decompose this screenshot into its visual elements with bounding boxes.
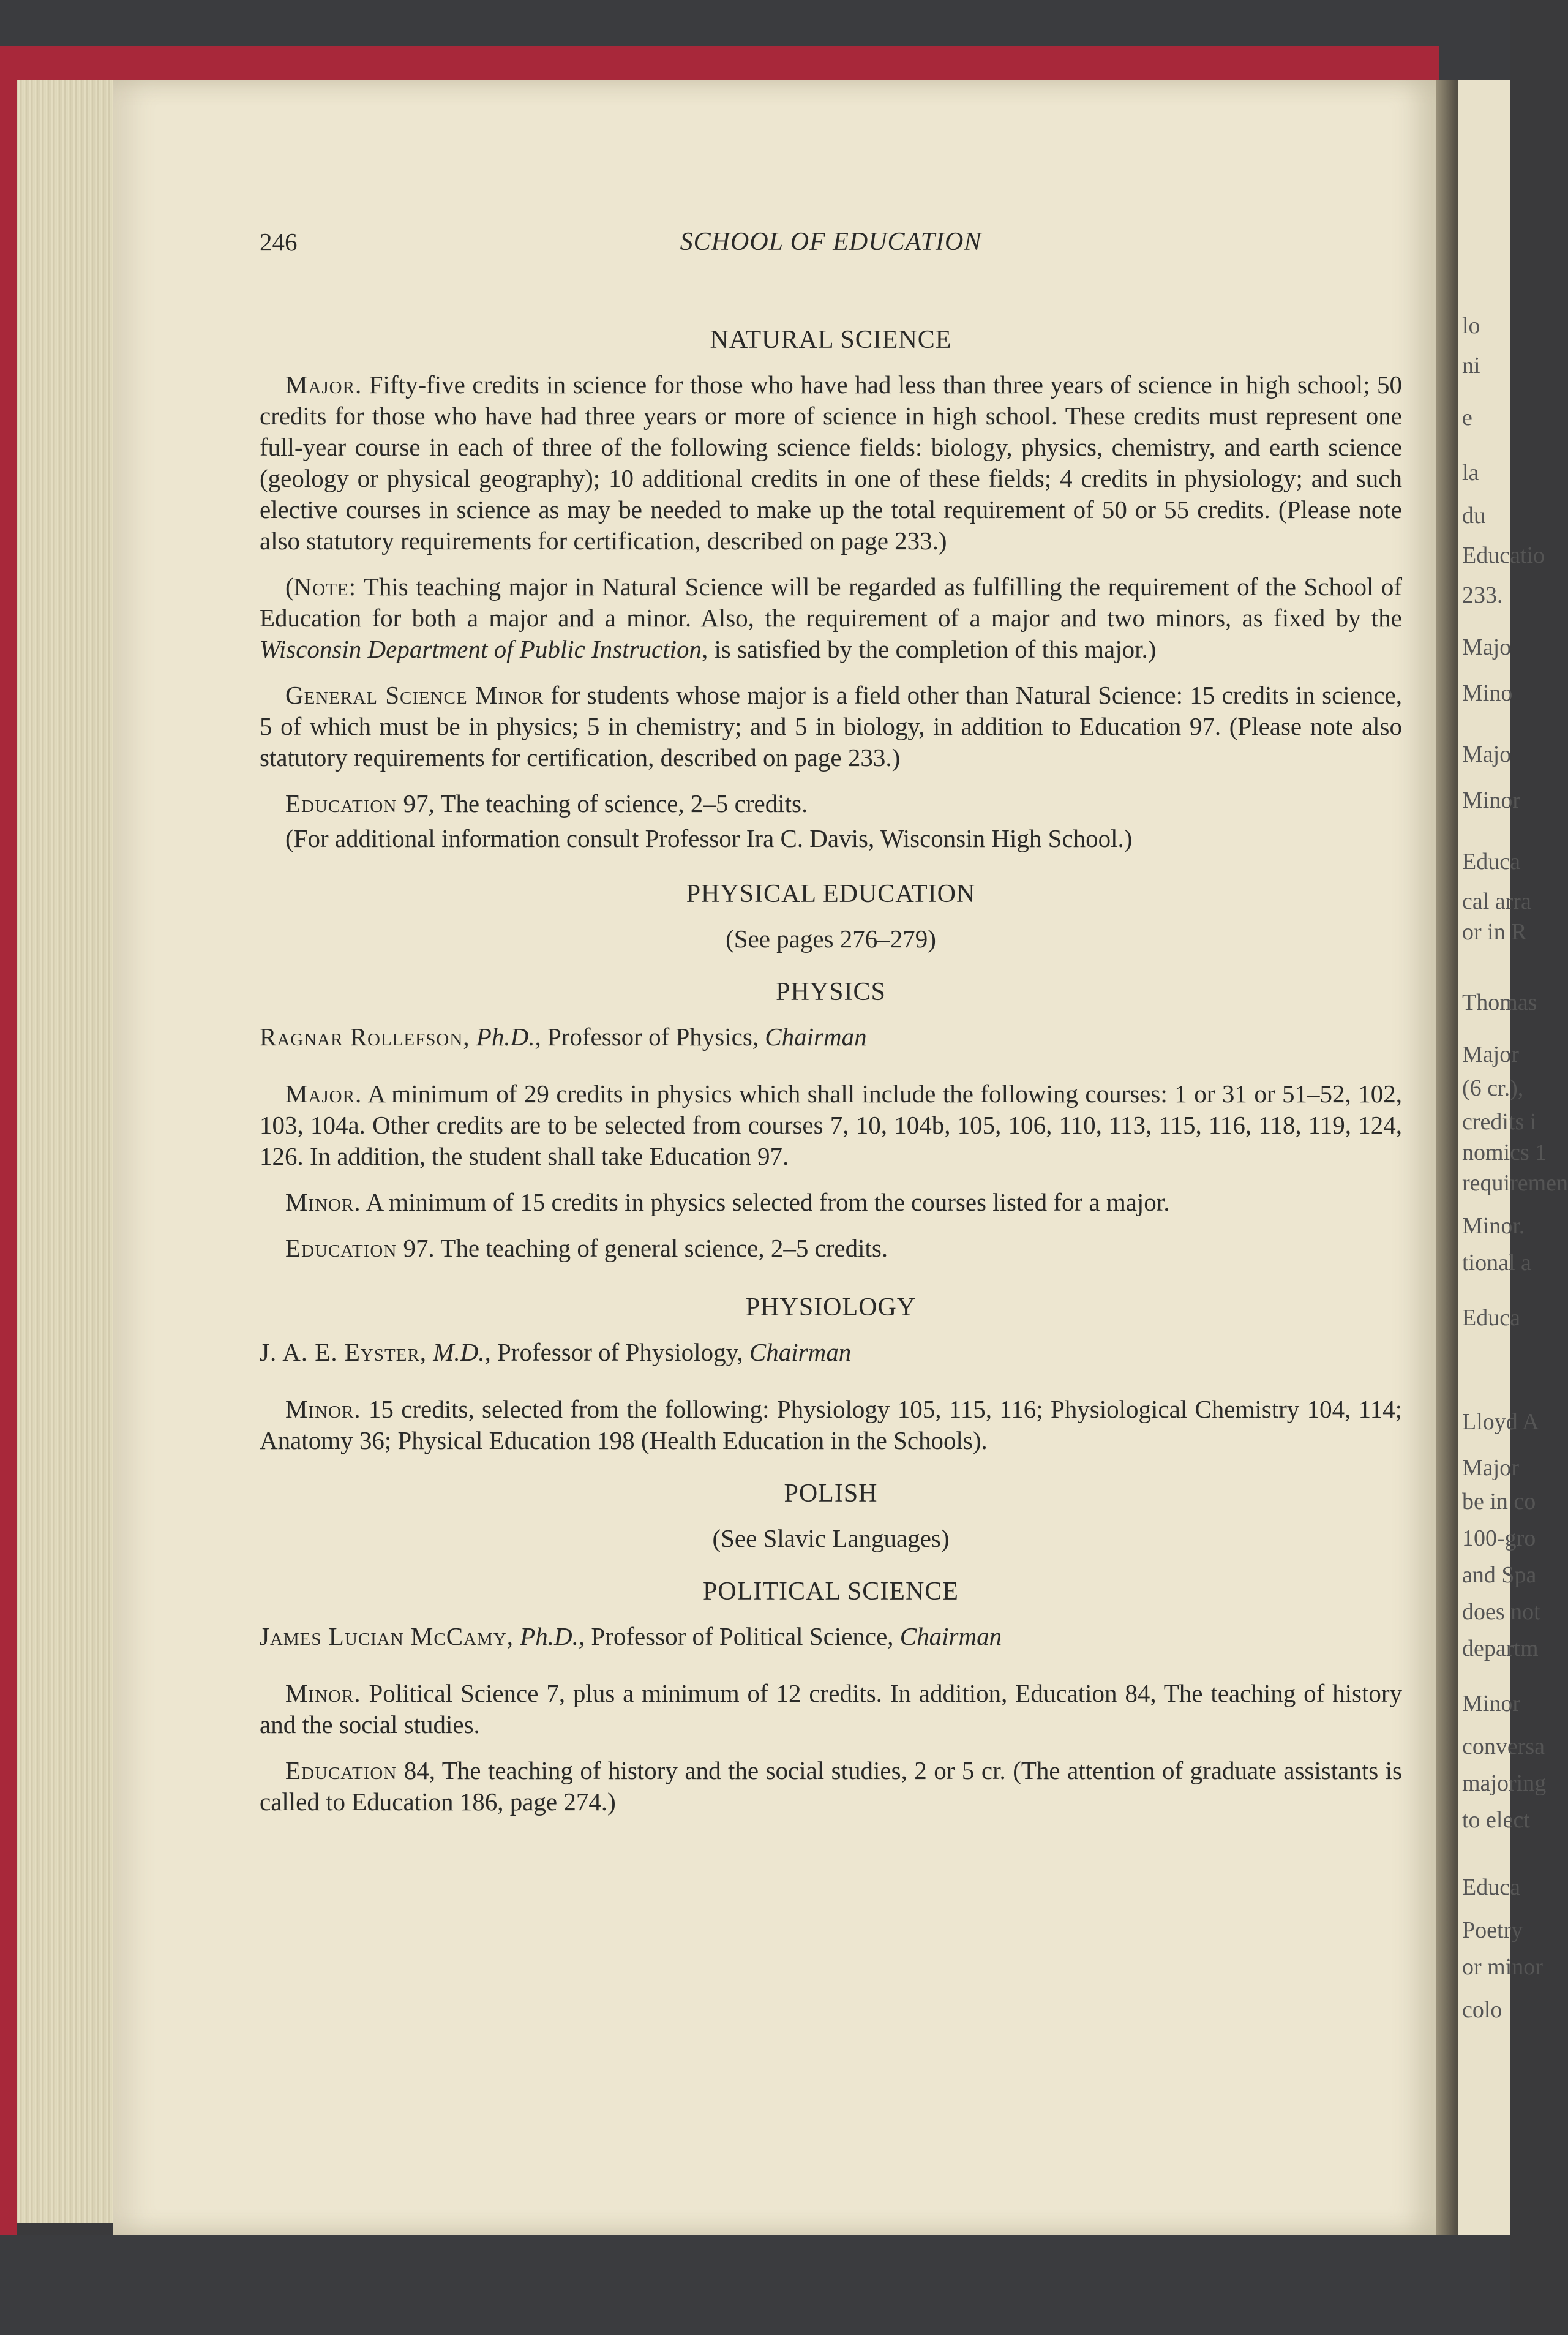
facing-page-text: Majo bbox=[1462, 742, 1512, 767]
minor-label: Minor. bbox=[285, 1679, 361, 1707]
facing-page-text: or in R bbox=[1462, 919, 1527, 945]
gsm-text: for students whose major is a field other than Natural Science: 15 credits in science, 5 of which must be in physics; 5 in chemistry; and 5 in biology, in addition to Education 97. (Please note also statutory requirements for certification, described on page 233.) bbox=[260, 681, 1403, 772]
facing-page-text: e bbox=[1462, 405, 1472, 431]
facing-page-text: Poetry bbox=[1462, 1917, 1523, 1943]
physiology-chairman bbox=[260, 1337, 1402, 1368]
facing-page-text: colo bbox=[1462, 1997, 1502, 2023]
polish-see: (See Slavic Languages) bbox=[712, 1524, 950, 1552]
section-heading-political-science: POLITICAL SCIENCE bbox=[703, 1577, 959, 1606]
note-text-2: is satisfied by the completion of this major.) bbox=[708, 635, 1157, 663]
facing-page-text: la bbox=[1462, 460, 1479, 486]
facing-page-text: Educa bbox=[1462, 1874, 1520, 1900]
facing-page-text: Mino bbox=[1462, 680, 1513, 706]
note-text-1: This teaching major in Natural Science will be regarded as fulfilling the requirement of the School of Education for both a major and a minor. Also, the requirement of a major and two minors, as fixed by the bbox=[260, 573, 1402, 632]
additional-information: (For additional information consult Professor Ira C. Davis, Wisconsin High School.) bbox=[285, 824, 1133, 852]
facing-page-text: be in co bbox=[1462, 1489, 1536, 1514]
education-label: Education bbox=[285, 1234, 397, 1262]
facing-page-text: Minor. bbox=[1462, 1213, 1525, 1239]
facing-page-text: 100-gro bbox=[1462, 1525, 1536, 1551]
minor-text: A minimum of 15 credits in physics selected from the courses listed for a major. bbox=[361, 1188, 1170, 1216]
chair-name: James Lucian McCamy, bbox=[260, 1622, 514, 1650]
physics-major bbox=[260, 1078, 1402, 1172]
running-title: SCHOOL OF EDUCATION bbox=[680, 228, 982, 256]
major-text: Fifty-five credits in science for those who have had less than three years of science in high school; 50 credits for those who have had three years or more of science in high school. These credits must represent one full-year course in each of three of the following science fields: biology, physics, chemistry, and earth science (geology or physical geography); 10 additional credits in one of these fields; 4 credits in physiology; and such elective courses in science as may be needed to make up the total requirement of 50 or 55 credits. (Please note also statutory requirements for certification, described on page 233.) bbox=[260, 370, 1403, 555]
natural-science-note bbox=[260, 571, 1402, 665]
chair-title: Chairman bbox=[899, 1622, 1002, 1650]
chair-degree: Ph.D., bbox=[520, 1622, 585, 1650]
chair-name: Ragnar Rollefson, bbox=[260, 1023, 470, 1051]
facing-page-text: departm bbox=[1462, 1636, 1539, 1661]
minor-label: Minor. bbox=[285, 1188, 361, 1216]
education-label: Education bbox=[285, 789, 397, 818]
major-text: A minimum of 29 credits in physics which shall include the following courses: 1 or 31 or 51–52, 102, 103, 104a. Other credits are to be selected from courses 7, 10, 104b, 105, 106, 110, 113, 115, 116, 118, 119, 124, 126. In addition, the student shall take Education 97. bbox=[260, 1080, 1402, 1170]
section-heading-physics: PHYSICS bbox=[776, 978, 886, 1006]
facing-page-text: does not bbox=[1462, 1599, 1540, 1625]
facing-page-text: Educa bbox=[1462, 1305, 1520, 1331]
chair-title: Chairman bbox=[765, 1023, 867, 1051]
page-number: 246 bbox=[260, 228, 298, 256]
facing-page-text: majoring bbox=[1462, 1770, 1547, 1796]
facing-page-text: Major bbox=[1462, 1042, 1519, 1067]
education-text: 97. The teaching of general science, 2–5 credits. bbox=[397, 1234, 888, 1262]
page-content bbox=[260, 227, 1402, 1832]
facing-page-text: lo bbox=[1462, 313, 1480, 339]
facing-page-text: ni bbox=[1462, 353, 1480, 378]
facing-page-text: credits i bbox=[1462, 1109, 1537, 1135]
background-bottom bbox=[0, 2235, 1510, 2335]
facing-page-text: and Spa bbox=[1462, 1562, 1537, 1588]
note-label: Note: bbox=[293, 573, 357, 601]
facing-page-text: or minor bbox=[1462, 1954, 1543, 1980]
natural-science-major bbox=[260, 369, 1402, 557]
facing-page-text: conversa bbox=[1462, 1734, 1545, 1759]
major-label: Major. bbox=[285, 1080, 362, 1108]
physics-chairman bbox=[260, 1021, 1402, 1053]
chair-name: J. A. E. Eyster, bbox=[260, 1338, 427, 1366]
physical-education-see: (See pages 276–279) bbox=[726, 925, 936, 953]
political-science-chairman bbox=[260, 1621, 1402, 1652]
facing-page-text: to elect bbox=[1462, 1807, 1530, 1833]
running-head bbox=[260, 227, 1402, 263]
political-science-education bbox=[260, 1755, 1402, 1818]
facing-page-fragment bbox=[1458, 80, 1568, 2235]
facing-page-text: Educatio bbox=[1462, 543, 1545, 568]
facing-page-text: Thomas bbox=[1462, 990, 1537, 1015]
facing-page-text: Educa bbox=[1462, 849, 1520, 874]
facing-page-text: tional a bbox=[1462, 1250, 1531, 1276]
facing-page-text: Major bbox=[1462, 1455, 1519, 1481]
book-cover-edge-left bbox=[0, 67, 17, 2235]
facing-page-text: nomics 1 bbox=[1462, 1140, 1547, 1165]
note-open-paren: ( bbox=[285, 573, 294, 601]
facing-page-text: (6 cr.), bbox=[1462, 1075, 1524, 1101]
chair-degree: Ph.D., bbox=[476, 1023, 541, 1051]
general-science-minor bbox=[260, 680, 1402, 773]
physics-education bbox=[260, 1233, 1402, 1264]
facing-page-text: Majo bbox=[1462, 634, 1512, 660]
minor-label: Minor. bbox=[285, 1395, 361, 1423]
chair-role: Professor of Political Science, bbox=[585, 1622, 900, 1650]
education-text: 97, The teaching of science, 2–5 credits. bbox=[397, 789, 808, 818]
physiology-minor bbox=[260, 1394, 1402, 1456]
facing-page-text: Minor bbox=[1462, 1691, 1520, 1716]
facing-page-text: cal arra bbox=[1462, 889, 1531, 914]
chair-role: Professor of Physics, bbox=[541, 1023, 765, 1051]
section-heading-natural-science: NATURAL SCIENCE bbox=[710, 326, 952, 354]
facing-page-text: requiremen bbox=[1462, 1170, 1568, 1196]
gsm-label: General Science Minor bbox=[285, 681, 544, 709]
section-heading-physical-education: PHYSICAL EDUCATION bbox=[686, 880, 976, 908]
minor-text: 15 credits, selected from the following: Physiology 105, 115, 116; Physiological Chemistry 104, 114; Anatomy 36; Physical Education 198 (Health Education in the Schools). bbox=[260, 1395, 1402, 1454]
note-italic: Wisconsin Department of Public Instruction, bbox=[260, 635, 708, 663]
natural-science-education bbox=[260, 788, 1402, 819]
facing-page-text: 233. bbox=[1462, 582, 1503, 608]
physics-minor bbox=[260, 1187, 1402, 1218]
facing-page-text: Lloyd A bbox=[1462, 1409, 1539, 1435]
chair-degree: M.D., bbox=[433, 1338, 491, 1366]
section-heading-physiology: PHYSIOLOGY bbox=[745, 1293, 917, 1322]
minor-text: Political Science 7, plus a minimum of 12 credits. In addition, Education 84, The teaching of history and the social studies. bbox=[260, 1679, 1402, 1739]
chair-title: Chairman bbox=[749, 1338, 852, 1366]
section-heading-polish: POLISH bbox=[784, 1480, 878, 1508]
facing-page-text: du bbox=[1462, 503, 1485, 528]
education-text: 84, The teaching of history and the social studies, 2 or 5 cr. (The attention of graduate assistants is called to Education 186, page 274.) bbox=[260, 1756, 1402, 1816]
education-label: Education bbox=[285, 1756, 397, 1784]
political-science-minor bbox=[260, 1678, 1402, 1740]
major-label: Major. bbox=[285, 370, 362, 399]
facing-page-text: Minor bbox=[1462, 788, 1520, 813]
chair-role: Professor of Physiology, bbox=[490, 1338, 749, 1366]
book-cover-edge-top bbox=[0, 46, 1439, 83]
page-edges bbox=[17, 80, 115, 2223]
